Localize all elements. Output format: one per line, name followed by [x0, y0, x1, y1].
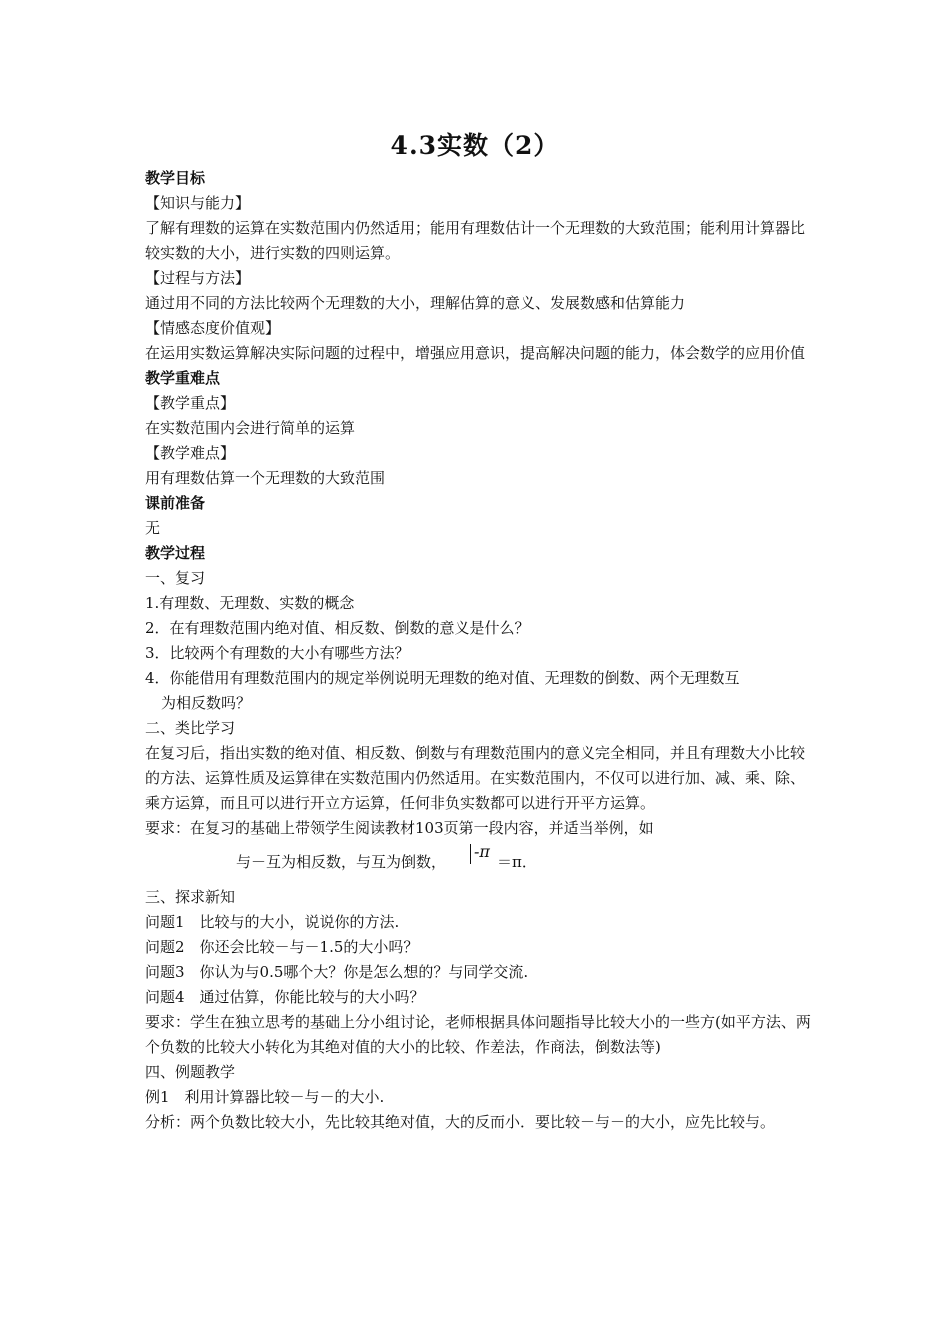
- paragraph-attitude: 在运用实数运算解决实际问题的过程中，增强应用意识，提高解决问题的能力，体会数学的应用价值: [145, 344, 806, 362]
- formula-result: ＝π．: [497, 853, 537, 871]
- review-item-2: 2．在有理数范围内绝对值、相反数、倒数的意义是什么？: [145, 619, 530, 637]
- review-item-4: 4．你能借用有理数范围内的规定举例说明无理数的绝对值、无理数的倒数、两个无理数互: [145, 669, 740, 687]
- subsection-explore: 三、探求新知: [145, 888, 236, 906]
- question-2: 问题2 你还会比较－与－1.5的大小吗？: [145, 938, 419, 956]
- question-1: 问题1 比较与的大小，说说你的方法.: [145, 913, 400, 931]
- requirement-reading: 要求：在复习的基础上带领学生阅读教材103页第一段内容，并适当举例，如: [145, 819, 654, 837]
- subsection-review: 一、复习: [145, 569, 206, 587]
- absolute-value-expression: -π: [474, 842, 490, 861]
- analysis-paragraph: 分析：两个负数比较大小，先比较其绝对值，大的反而小．要比较－与－的大小，应先比较与。: [145, 1113, 776, 1131]
- page-title: 4.3实数（2）: [390, 131, 560, 160]
- formula-text: 与－互为相反数，与互为倒数，: [236, 853, 447, 871]
- section-heading-preparation: 课前准备: [145, 494, 206, 512]
- document-body: [145, 166, 813, 1135]
- review-item-1: 1.有理数、无理数、实数的概念: [145, 594, 355, 612]
- paragraph-difficulty: 用有理数估算一个无理数的大致范围: [145, 469, 386, 487]
- question-3: 问题3 你认为与0.5哪个大？你是怎么想的？与同学交流.: [145, 963, 529, 981]
- subheading-attitude: 【情感态度价值观】: [145, 319, 281, 337]
- example-formula: [145, 841, 813, 885]
- subsection-examples: 四、例题教学: [145, 1063, 236, 1081]
- subheading-process: 【过程与方法】: [145, 269, 251, 287]
- section-heading-objectives: 教学目标: [145, 169, 206, 187]
- paragraph-process: 通过用不同的方法比较两个无理数的大小，理解估算的意义、发展数感和估算能力: [145, 294, 686, 312]
- example-1: 例1 利用计算器比较－与－的大小.: [145, 1088, 385, 1106]
- paragraph-analogy: 在复习后，指出实数的绝对值、相反数、倒数与有理数范围内的意义完全相同，并且有理数大小比较的方法、运算性质及运算律在实数范围内仍然适用。在实数范围内，不仅可以进行加、减、乘、除、乘方运算，而且可以进行开立方运算，任何非负实数都可以进行开平方运算。: [145, 744, 806, 812]
- subheading-difficulty: 【教学难点】: [145, 444, 236, 462]
- paragraph-knowledge: 了解有理数的运算在实数范围内仍然适用；能用有理数估计一个无理数的大致范围；能利用计算器比较实数的大小，进行实数的四则运算。: [145, 219, 806, 262]
- subheading-knowledge: 【知识与能力】: [145, 194, 251, 212]
- requirement-discussion: 要求：学生在独立思考的基础上分小组讨论，老师根据具体问题指导比较大小的一些方(如平方法、两个负数的比较大小转化为其绝对值的大小的比较、作差法，作商法，倒数法等): [145, 1013, 811, 1056]
- paragraph-key: 在实数范围内会进行简单的运算: [145, 419, 356, 437]
- section-heading-process: 教学过程: [145, 544, 206, 562]
- paragraph-preparation: 无: [145, 519, 161, 537]
- question-4: 问题4 通过估算，你能比较与的大小吗？: [145, 988, 425, 1006]
- subheading-key: 【教学重点】: [145, 394, 236, 412]
- review-item-4-continued: 为相反数吗？: [161, 694, 252, 712]
- subsection-analogy: 二、类比学习: [145, 719, 236, 737]
- review-item-3: 3．比较两个有理数的大小有哪些方法？: [145, 644, 410, 662]
- section-heading-keypoints: 教学重难点: [145, 369, 221, 387]
